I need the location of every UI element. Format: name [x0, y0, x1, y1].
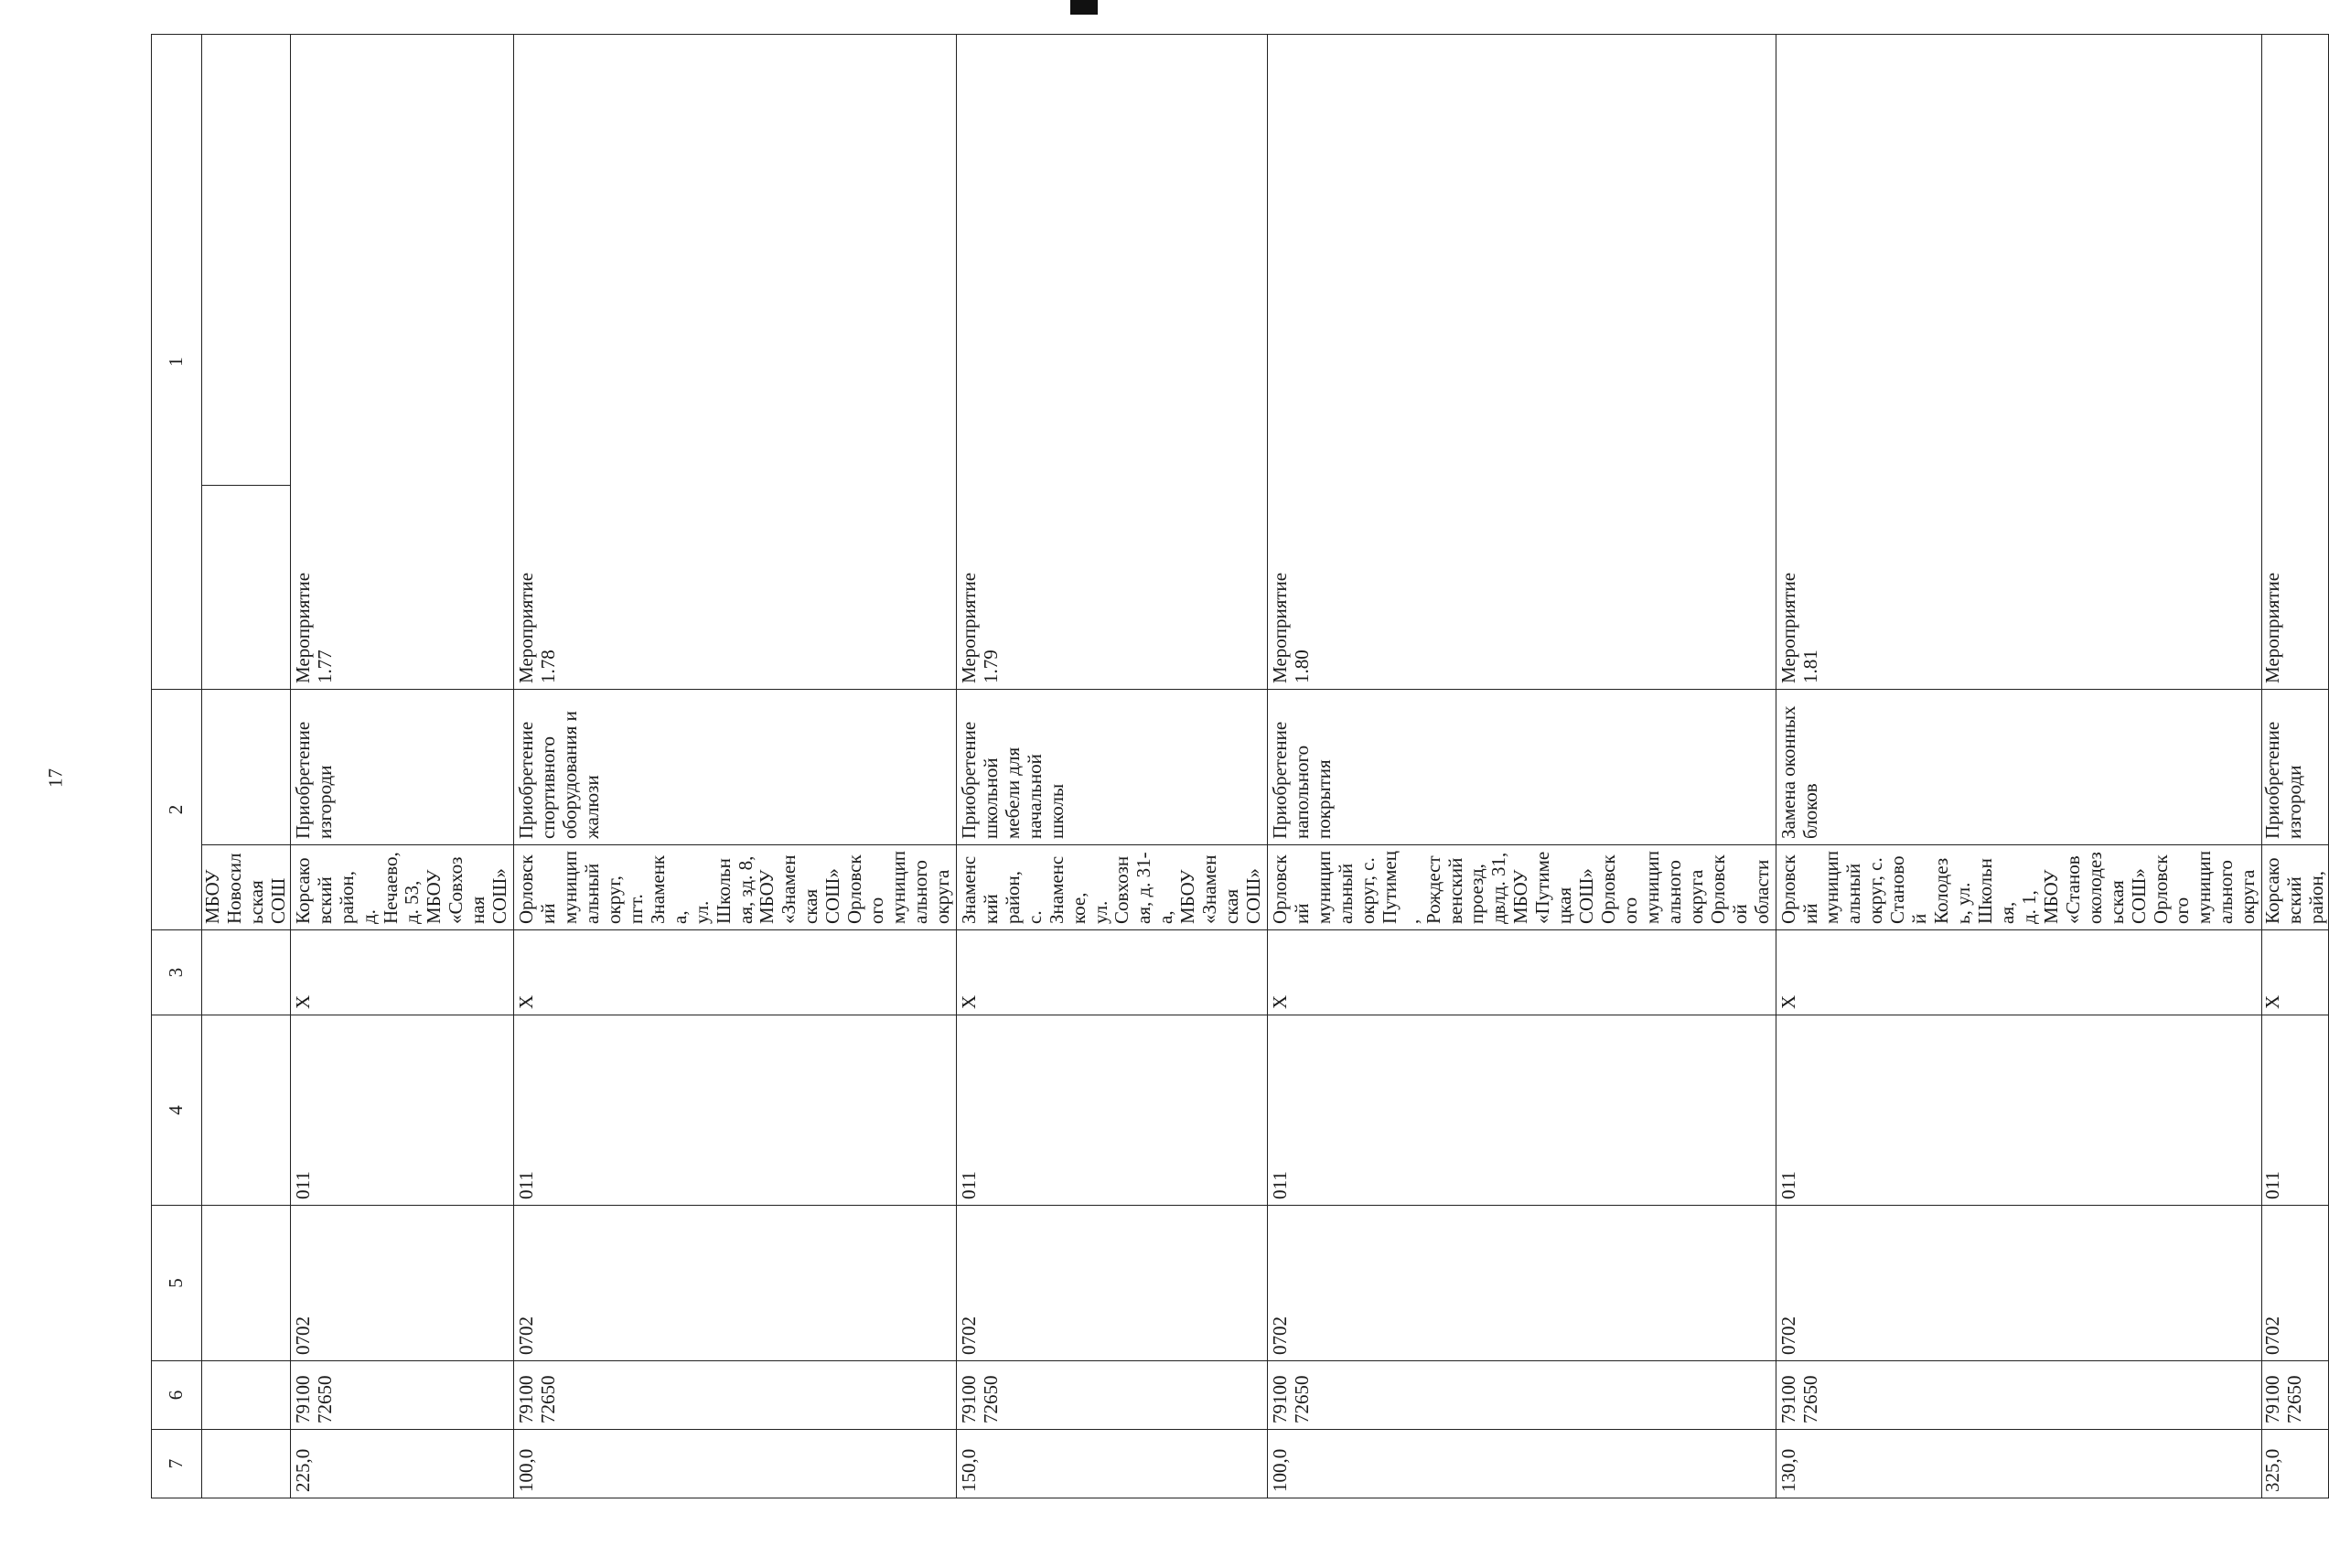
section-code-cell: 0702 — [2262, 1206, 2329, 1361]
table-row — [2262, 35, 2329, 1498]
address-cell: Орловский муниципальный округ, пгт. Знаменка, ул. Школьная, зд. 8, МБОУ «Знаменская СОШ» Орловского муниципального округа — [514, 845, 957, 930]
ministry-code-cell: 011 — [290, 1015, 513, 1206]
table-row — [1776, 35, 2262, 1498]
target-article-cell: 7910072650 — [2262, 1361, 2329, 1430]
section-code-cell: 0702 — [1268, 1206, 1776, 1361]
target-article-cell: 7910072650 — [1268, 1361, 1776, 1430]
x-mark-cell: Х — [290, 930, 513, 1015]
rotated-table-container — [151, 35, 2328, 1498]
section-title-cell: МБОУ Новосильская СОШ — [202, 845, 291, 930]
target-article-cell: 7910072650 — [956, 1361, 1267, 1430]
measure-cell: Мероприятие 1.80 — [1268, 35, 1776, 690]
table-row — [290, 35, 513, 1498]
x-mark-cell: Х — [956, 930, 1267, 1015]
amount-cell: 150,0 — [956, 1430, 1267, 1498]
description-cell: Замена оконных блоков — [1776, 690, 2262, 845]
amount-cell: 130,0 — [1776, 1430, 2262, 1498]
x-mark-cell: Х — [1268, 930, 1776, 1015]
ministry-code-cell: 011 — [1268, 1015, 1776, 1206]
address-cell: Орловский муниципальный округ, с. Становой Колодезь, ул. Школьная, д. 1, МБОУ «Становоколодезьская СОШ» Орловского муниципального округа — [1776, 845, 2262, 930]
x-mark-cell: Х — [514, 930, 957, 1015]
description-cell: Приобретение спортивного оборудования и жалюзи — [514, 690, 957, 845]
empty-cell — [202, 1206, 291, 1361]
address-cell: Орловский муниципальный округ, с. Путимец, Рождественский проезд, двлд. 31, МБОУ «Путимецкая СОШ» Орловского муниципального округа Орловской области — [1268, 845, 1776, 930]
ministry-code-cell: 011 — [2262, 1015, 2329, 1206]
target-article-cell: 7910072650 — [290, 1361, 513, 1430]
column-number-cell: 1 — [152, 35, 202, 690]
target-article-cell: 7910072650 — [514, 1361, 957, 1430]
section-code-cell: 0702 — [1776, 1206, 2262, 1361]
ministry-code-cell: 011 — [956, 1015, 1267, 1206]
measure-cell: Мероприятие 1.77 — [290, 35, 513, 690]
column-number-row — [152, 35, 202, 1498]
section-header-row — [202, 35, 291, 1498]
amount-cell: 100,0 — [1268, 1430, 1776, 1498]
table-row — [514, 35, 957, 1498]
empty-cell — [202, 35, 291, 486]
empty-cell — [202, 1015, 291, 1206]
page-number: 17 — [44, 768, 67, 788]
empty-cell — [202, 690, 291, 845]
column-number-cell: 7 — [152, 1430, 202, 1498]
x-mark-cell: Х — [2262, 930, 2329, 1015]
measure-cell: Мероприятие 1.81 — [1776, 35, 2262, 690]
target-article-cell: 7910072650 — [1776, 1361, 2262, 1430]
column-number-cell: 2 — [152, 690, 202, 930]
empty-cell — [202, 1361, 291, 1430]
section-code-cell: 0702 — [290, 1206, 513, 1361]
column-number-cell: 5 — [152, 1206, 202, 1361]
empty-cell — [202, 486, 291, 690]
section-code-cell: 0702 — [956, 1206, 1267, 1361]
address-cell: Корсаковский район, д. Нечаево, д. 53, МБОУ «Совхозная СОШ» — [290, 845, 513, 930]
measure-cell: Мероприятие — [2262, 35, 2329, 690]
column-number-cell: 3 — [152, 930, 202, 1015]
measure-cell: Мероприятие 1.78 — [514, 35, 957, 690]
address-cell: Знаменский район, с. Знаменское, ул. Совхозная, д. 31-а, МБОУ «Знаменская СОШ» — [956, 845, 1267, 930]
scan-edge-mark — [1070, 0, 1098, 15]
empty-cell — [202, 1430, 291, 1498]
ministry-code-cell: 011 — [514, 1015, 957, 1206]
description-cell: Приобретение изгороди — [2262, 690, 2329, 845]
measure-cell: Мероприятие 1.79 — [956, 35, 1267, 690]
column-number-cell: 6 — [152, 1361, 202, 1430]
description-cell: Приобретение напольного покрытия — [1268, 690, 1776, 845]
description-cell: Приобретение школьной мебели для начальной школы — [956, 690, 1267, 845]
amount-cell: 225,0 — [290, 1430, 513, 1498]
description-cell: Приобретение изгороди — [290, 690, 513, 845]
address-cell: Корсаковский район, — [2262, 845, 2329, 930]
section-code-cell: 0702 — [514, 1206, 957, 1361]
amount-cell: 100,0 — [514, 1430, 957, 1498]
column-number-cell: 4 — [152, 1015, 202, 1206]
ministry-code-cell: 011 — [1776, 1015, 2262, 1206]
amount-cell: 325,0 — [2262, 1430, 2329, 1498]
empty-cell — [202, 930, 291, 1015]
x-mark-cell: Х — [1776, 930, 2262, 1015]
table-row — [1268, 35, 1776, 1498]
table-row — [956, 35, 1267, 1498]
budget-table — [151, 34, 2329, 1498]
